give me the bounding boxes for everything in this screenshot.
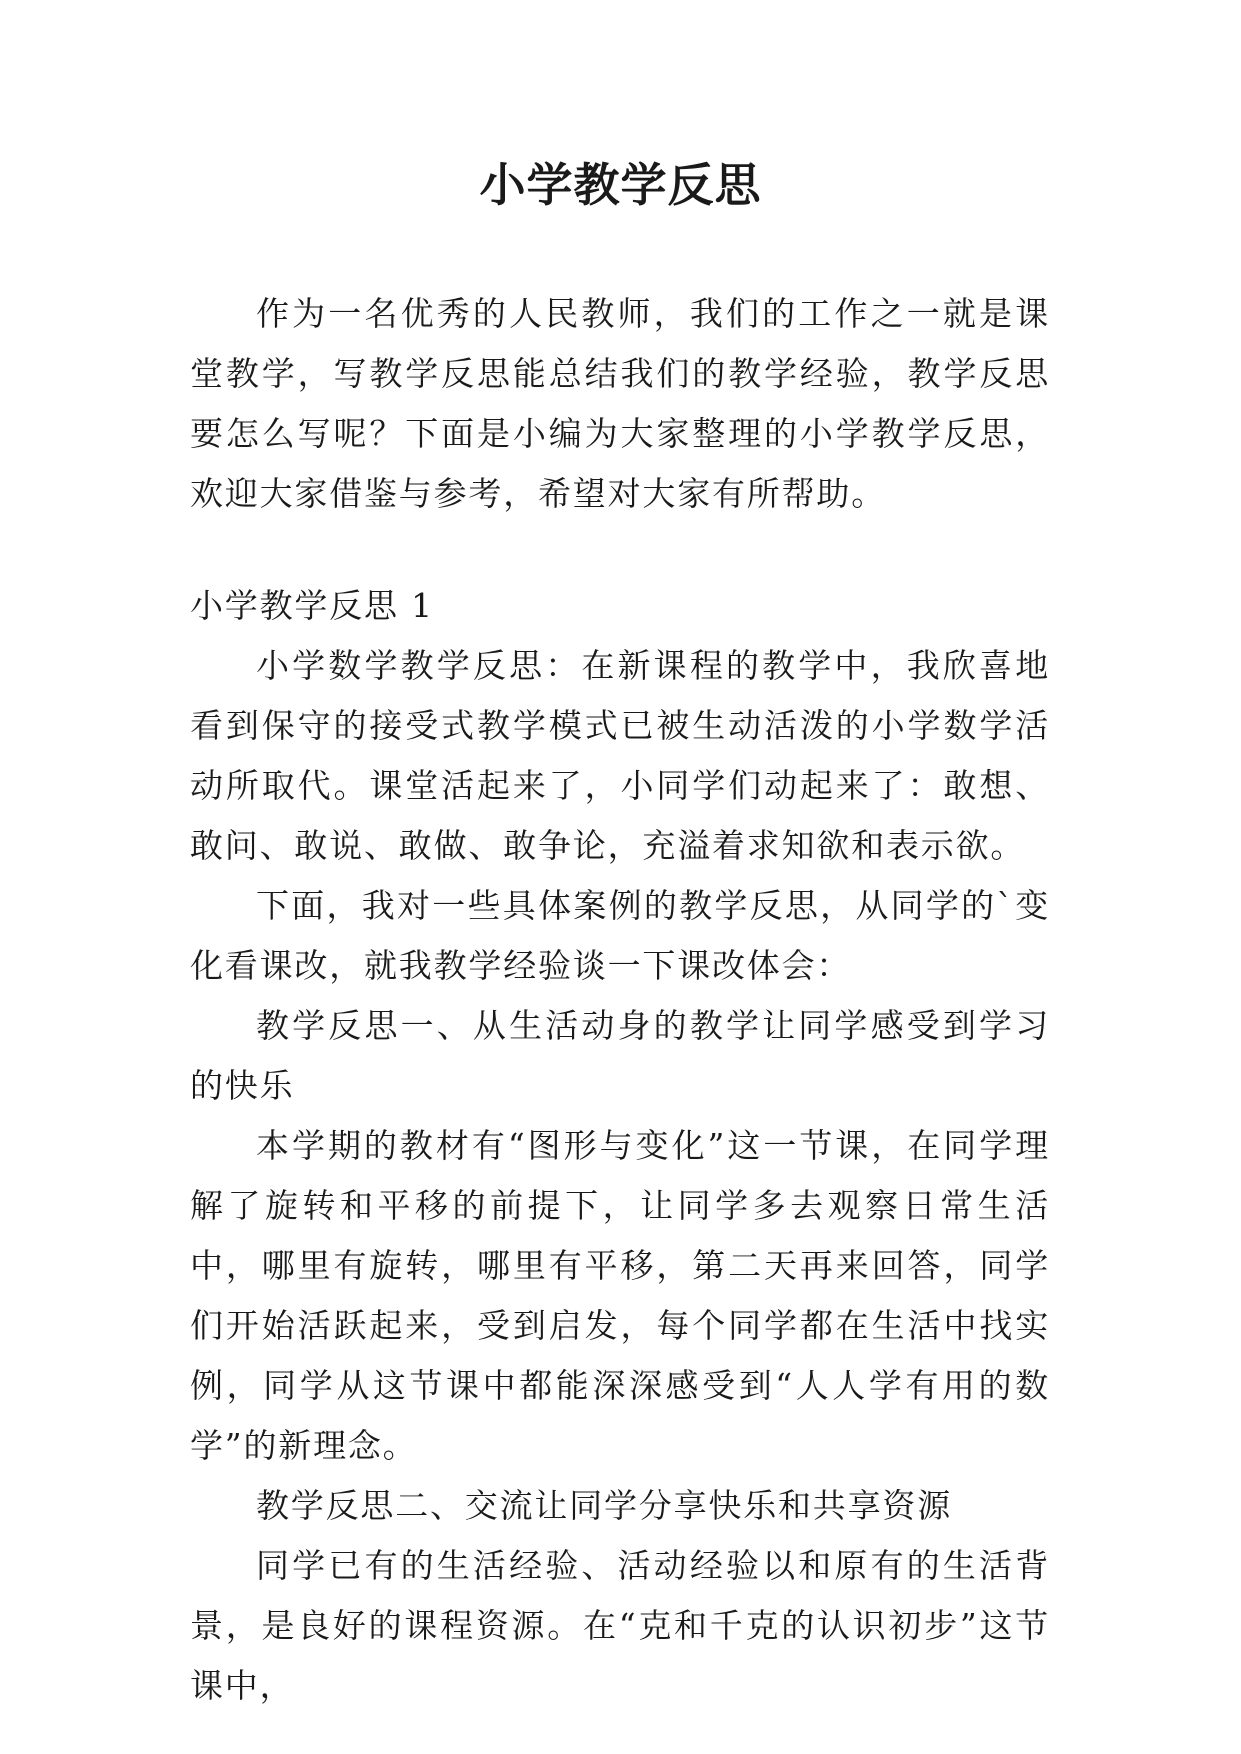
document-title: 小学教学反思 (479, 158, 762, 212)
section-content (190, 636, 1050, 1716)
paragraph: 同学已有的生活经验、活动经验以和原有的生活背景，是良好的课程资源。在“克和千克的认识初步”这节课中， (190, 1546, 1050, 1705)
paragraph: 小学数学教学反思：在新课程的教学中，我欣喜地看到保守的接受式教学模式已被生动活泼的小学数学活动所取代。课堂活起来了，小同学们动起来了：敢想、敢问、敢说、敢做、敢争论，充溢着求知欲和表示欲。 (190, 646, 1050, 865)
paragraph-heading: 教学反思一、从生活动身的教学让同学感受到学习的快乐 (190, 1006, 1050, 1105)
section-title: 小学教学反思 1 (190, 586, 434, 625)
paragraph-heading: 教学反思二、交流让同学分享快乐和共享资源 (256, 1486, 952, 1525)
paragraph: 下面，我对一些具体案例的教学反思，从同学的`变化看课改，就我教学经验谈一下课改体会： (190, 886, 1050, 985)
intro-paragraph: 作为一名优秀的人民教师，我们的工作之一就是课堂教学，写教学反思能总结我们的教学经验，教学反思要怎么写呢？下面是小编为大家整理的小学教学反思，欢迎大家借鉴与参考，希望对大家有所帮助。 (190, 294, 1050, 513)
paragraph: 本学期的教材有“图形与变化”这一节课，在同学理解了旋转和平移的前提下，让同学多去观察日常生活中，哪里有旋转，哪里有平移，第二天再来回答，同学们开始活跃起来，受到启发，每个同学都在生活中找实例，同学从这节课中都能深深感受到“人人学有用的数学”的新理念。 (190, 1126, 1050, 1465)
